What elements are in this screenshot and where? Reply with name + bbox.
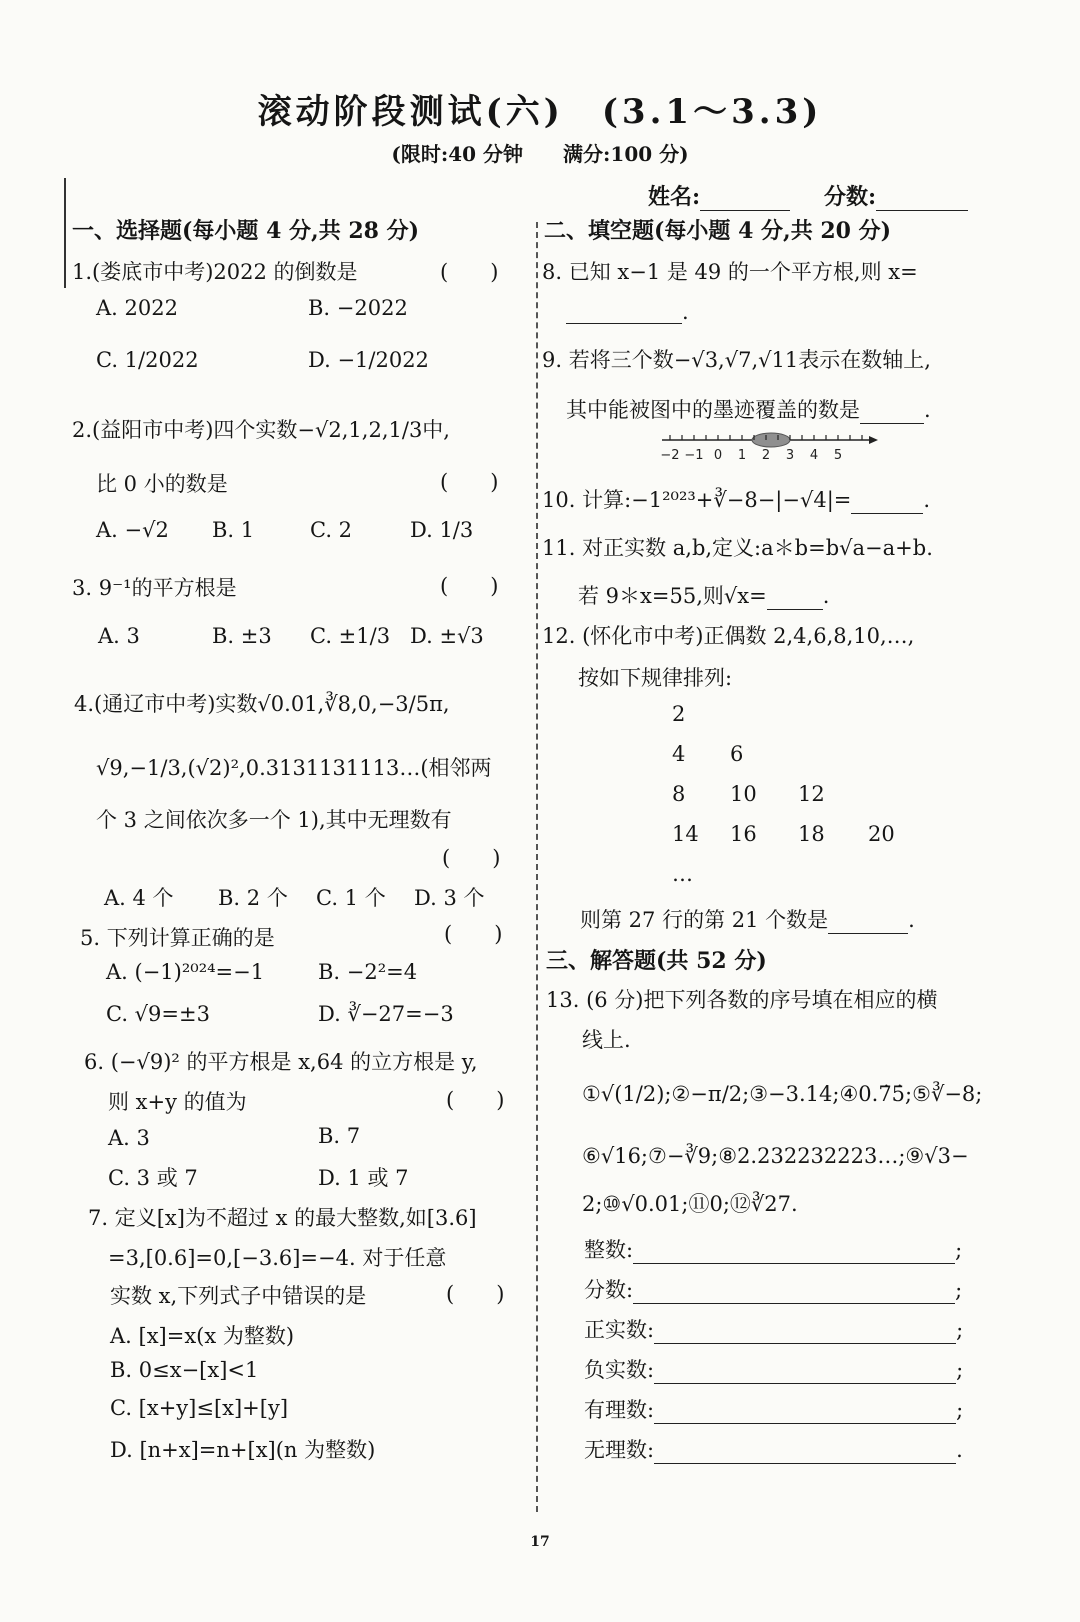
cat-int-label: 整数: bbox=[584, 1238, 634, 1262]
q6-stem-line2: 则 x+y 的值为 bbox=[108, 1090, 247, 1114]
q11-stem-line2 bbox=[578, 580, 829, 610]
number-line-label: −1 bbox=[684, 448, 704, 463]
q6-option-c[interactable]: C. 3 或 7 bbox=[108, 1166, 198, 1190]
q11-blank[interactable] bbox=[767, 589, 823, 610]
cat-pos-label: 正实数: bbox=[584, 1318, 655, 1342]
q1-option-d[interactable]: D. −1/2022 bbox=[308, 348, 429, 372]
cat-int-blank[interactable] bbox=[633, 1243, 955, 1264]
category-rationals[interactable] bbox=[584, 1394, 963, 1424]
q13-numbers-line3: 2;⑩√0.01;⑪0;⑫∛27. bbox=[582, 1192, 798, 1216]
triangle-number: 2 bbox=[672, 702, 686, 726]
q10-blank[interactable] bbox=[851, 493, 923, 514]
cat-irr-label: 无理数: bbox=[584, 1438, 655, 1462]
cat-frac-semi: ; bbox=[955, 1278, 963, 1302]
q6-option-d[interactable]: D. 1 或 7 bbox=[318, 1166, 409, 1190]
q13-stem-line1: 13. (6 分)把下列各数的序号填在相应的横 bbox=[546, 988, 938, 1012]
q3-stem: 3. 9⁻¹的平方根是 bbox=[72, 576, 237, 600]
q7-answer-paren[interactable]: ( ) bbox=[446, 1282, 505, 1306]
q9-stem-line2 bbox=[566, 394, 931, 424]
q11-stem-line1: 11. 对正实数 a,b,定义:a＊b=b√a−a+b. bbox=[542, 536, 933, 560]
q7-stem-line2: =3,[0.6]=0,[−3.6]=−4. 对于任意 bbox=[108, 1246, 447, 1270]
q2-stem-line2: 比 0 小的数是 bbox=[96, 472, 228, 496]
category-positive-reals[interactable] bbox=[584, 1314, 963, 1344]
name-blank[interactable] bbox=[700, 190, 790, 211]
q3-option-c[interactable]: C. ±1/3 bbox=[310, 624, 391, 648]
number-line-label: 2 bbox=[761, 448, 771, 463]
q12-end-text: 则第 27 行的第 21 个数是 bbox=[580, 908, 829, 932]
q5-option-c[interactable]: C. √9=±3 bbox=[106, 1002, 210, 1026]
cat-frac-blank[interactable] bbox=[633, 1283, 955, 1304]
q7-option-a[interactable]: A. [x]=x(x 为整数) bbox=[110, 1324, 295, 1348]
number-line-label: 1 bbox=[737, 448, 747, 463]
number-line-label: 5 bbox=[833, 448, 843, 463]
q4-option-c[interactable]: C. 1 个 bbox=[316, 886, 386, 910]
category-fractions[interactable] bbox=[584, 1274, 962, 1304]
category-irrationals[interactable] bbox=[584, 1434, 963, 1464]
q9-blank[interactable] bbox=[860, 403, 924, 424]
cat-irr-period: . bbox=[956, 1438, 963, 1462]
cat-neg-semi: ; bbox=[956, 1358, 964, 1382]
cat-neg-blank[interactable] bbox=[654, 1363, 956, 1384]
q1-option-b[interactable]: B. −2022 bbox=[308, 296, 408, 320]
q3-option-d[interactable]: D. ±√3 bbox=[410, 624, 484, 648]
ink-blot bbox=[752, 433, 790, 447]
category-integers[interactable] bbox=[584, 1234, 962, 1264]
page-number: 17 bbox=[530, 1534, 550, 1550]
cat-pos-semi: ; bbox=[956, 1318, 964, 1342]
q8-answer[interactable] bbox=[566, 300, 689, 324]
page-title: 滚动阶段测试(六) (3.1～3.3) bbox=[257, 92, 823, 132]
category-negative-reals[interactable] bbox=[584, 1354, 963, 1384]
name-label: 姓名: bbox=[648, 184, 701, 210]
q3-option-b[interactable]: B. ±3 bbox=[212, 624, 272, 648]
cat-irr-blank[interactable] bbox=[654, 1443, 956, 1464]
triangle-number: 12 bbox=[798, 782, 825, 806]
q5-option-b[interactable]: B. −2²=4 bbox=[318, 960, 418, 984]
q13-stem-line2: 线上. bbox=[582, 1028, 631, 1052]
number-line-label: 0 bbox=[713, 448, 723, 463]
cat-rat-blank[interactable] bbox=[654, 1403, 956, 1424]
q7-option-d[interactable]: D. [n+x]=n+[x](n 为整数) bbox=[110, 1438, 376, 1462]
q2-option-a[interactable]: A. −√2 bbox=[96, 518, 169, 542]
section-1-heading: 一、选择题(每小题 4 分,共 28 分) bbox=[72, 218, 420, 244]
q4-stem-line3: 个 3 之间依次多一个 1),其中无理数有 bbox=[96, 808, 452, 832]
section-3-heading: 三、解答题(共 52 分) bbox=[546, 948, 767, 974]
q7-stem-line1: 7. 定义[x]为不超过 x 的最大整数,如[3.6] bbox=[88, 1206, 477, 1230]
q1-option-c[interactable]: C. 1/2022 bbox=[96, 348, 199, 372]
q8-blank[interactable] bbox=[566, 303, 682, 324]
q9-text: 其中能被图中的墨迹覆盖的数是 bbox=[566, 398, 860, 422]
cat-int-semi: ; bbox=[955, 1238, 963, 1262]
q10-stem: 10. 计算:−1²⁰²³+∛−8−|−√4|= bbox=[542, 488, 852, 512]
number-line-labels bbox=[660, 448, 842, 463]
q5-answer-paren[interactable]: ( ) bbox=[444, 922, 503, 946]
q2-stem-line1: 2.(益阳市中考)四个实数−√2,1,2,1/3中, bbox=[72, 418, 450, 442]
q5-option-d[interactable]: D. ∛−27=−3 bbox=[318, 1002, 454, 1026]
q10-period: . bbox=[923, 488, 931, 512]
q11-period: . bbox=[822, 584, 830, 608]
score-label: 分数: bbox=[824, 184, 877, 210]
number-line-label: 4 bbox=[809, 448, 819, 463]
q4-answer-paren[interactable]: ( ) bbox=[442, 846, 501, 870]
q2-option-d[interactable]: D. 1/3 bbox=[410, 518, 474, 542]
cat-frac-label: 分数: bbox=[584, 1278, 634, 1302]
q10 bbox=[542, 484, 930, 514]
q7-stem-line3: 实数 x,下列式子中错误的是 bbox=[110, 1284, 367, 1308]
q12-stem-line1: 12. (怀化市中考)正偶数 2,4,6,8,10,…, bbox=[542, 624, 915, 648]
q8-stem: 8. 已知 x−1 是 49 的一个平方根,则 x= bbox=[542, 260, 918, 284]
q1-stem: 1.(娄底市中考)2022 的倒数是 bbox=[72, 260, 358, 284]
q7-option-b[interactable]: B. 0≤x−[x]<1 bbox=[110, 1358, 259, 1382]
column-divider bbox=[536, 222, 538, 1512]
q4-stem-line1: 4.(通辽市中考)实数√0.01,∛8,0,−3/5π, bbox=[74, 692, 450, 716]
q4-option-b[interactable]: B. 2 个 bbox=[218, 886, 288, 910]
q7-option-c[interactable]: C. [x+y]≤[x]+[y] bbox=[110, 1396, 289, 1420]
page-subtitle bbox=[0, 138, 1080, 167]
q12-period: . bbox=[908, 908, 915, 932]
name-field[interactable] bbox=[648, 180, 790, 211]
q3-option-a[interactable]: A. 3 bbox=[98, 624, 140, 648]
triangle-number: 14 bbox=[672, 822, 699, 846]
score-field[interactable] bbox=[824, 180, 968, 211]
q11-text: 若 9＊x=55,则√x= bbox=[578, 584, 767, 608]
q5-option-a[interactable]: A. (−1)²⁰²⁴=−1 bbox=[106, 960, 265, 984]
number-line-label: −2 bbox=[660, 448, 680, 463]
q6-option-b[interactable]: B. 7 bbox=[318, 1124, 361, 1148]
q8-period: . bbox=[682, 300, 689, 324]
q12-blank[interactable] bbox=[828, 913, 908, 934]
section-2-heading: 二、填空题(每小题 4 分,共 20 分) bbox=[544, 218, 892, 244]
triangle-number: 16 bbox=[730, 822, 757, 846]
q1-option-a[interactable]: A. 2022 bbox=[96, 296, 178, 320]
q13-numbers-line2: ⑥√16;⑦−∛9;⑧2.232232223…;⑨√3− bbox=[582, 1144, 969, 1168]
q9-period: . bbox=[924, 398, 931, 422]
q6-option-a[interactable]: A. 3 bbox=[108, 1126, 150, 1150]
time-limit: (限时:40 分钟 bbox=[391, 142, 524, 166]
q12-question bbox=[580, 904, 915, 934]
q2-option-b[interactable]: B. 1 bbox=[212, 518, 255, 542]
triangle-number: … bbox=[672, 862, 693, 886]
number-line-arrow bbox=[869, 436, 878, 444]
q12-stem-line2: 按如下规律排列: bbox=[578, 666, 733, 690]
margin-rule bbox=[64, 178, 66, 288]
full-score: 满分:100 分) bbox=[563, 142, 689, 166]
q2-option-c[interactable]: C. 2 bbox=[310, 518, 353, 542]
cat-rat-semi: ; bbox=[956, 1398, 964, 1422]
triangle-number: 20 bbox=[868, 822, 895, 846]
q13-numbers-line1: ①√(1/2);②−π/2;③−3.14;④0.7̇5̇;⑤∛−8; bbox=[582, 1082, 983, 1106]
q5-stem: 5. 下列计算正确的是 bbox=[80, 926, 275, 950]
q9-stem-line1: 9. 若将三个数−√3,√7,√11表示在数轴上, bbox=[542, 348, 931, 372]
cat-neg-label: 负实数: bbox=[584, 1358, 655, 1382]
q1-answer-paren[interactable]: ( ) bbox=[440, 260, 499, 284]
triangle-number: 4 bbox=[672, 742, 686, 766]
triangle-number: 8 bbox=[672, 782, 686, 806]
q6-answer-paren[interactable]: ( ) bbox=[446, 1088, 505, 1112]
score-blank[interactable] bbox=[876, 190, 968, 211]
number-line-figure bbox=[656, 428, 884, 464]
q2-answer-paren[interactable]: ( ) bbox=[440, 470, 499, 494]
cat-pos-blank[interactable] bbox=[654, 1323, 956, 1344]
q6-stem-line1: 6. (−√9)² 的平方根是 x,64 的立方根是 y, bbox=[84, 1050, 478, 1074]
cat-rat-label: 有理数: bbox=[584, 1398, 655, 1422]
q3-answer-paren[interactable]: ( ) bbox=[440, 574, 499, 598]
q4-option-a[interactable]: A. 4 个 bbox=[104, 886, 174, 910]
q4-stem-line2: √9,−1/3,(√2)²,0.3131131113…(相邻两 bbox=[96, 756, 492, 780]
triangle-number: 10 bbox=[730, 782, 757, 806]
q4-option-d[interactable]: D. 3 个 bbox=[414, 886, 485, 910]
triangle-number: 18 bbox=[798, 822, 825, 846]
triangle-number: 6 bbox=[730, 742, 744, 766]
number-line-label: 3 bbox=[785, 448, 795, 463]
